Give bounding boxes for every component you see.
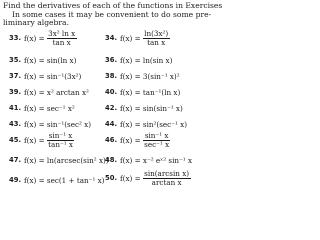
exercise-46: 46. f(x) = $\frac{\text{sin⁻¹ x}}{\text{sec⁻¹ x}}$ (105, 131, 170, 149)
exercise-37: 37. f(x) = sin⁻¹(3x²) (9, 71, 82, 81)
fraction: $\frac{\text{ln(3x²)}}{\text{tan x}}$ (144, 29, 169, 47)
exercise-43: 43. f(x) = sin⁻¹(sec² x) (9, 119, 92, 129)
exercise-49: 49. f(x) = sec(1 + tan⁻¹ x) (9, 175, 105, 185)
fraction: $\frac{\text{sin⁻¹ x}}{\text{sec⁻¹ x}}$ (144, 131, 170, 149)
instructions-line-2: In some cases it may be convenient to do some pre- (12, 9, 212, 19)
exercise-38: 38. f(x) = 3(sin⁻¹ x)² (105, 71, 180, 81)
instructions-line-3: liminary algebra. (3, 18, 69, 28)
instructions-line-1: Find the derivatives of each of the functions in Exercises (3, 1, 223, 10)
exercise-41: 41. f(x) = sec⁻¹ x² (9, 103, 75, 113)
exercise-50: 50. f(x) = $\frac{\text{sin(arcsin x)}}{\text{arctan x}}$ (105, 169, 190, 187)
exercise-36: 36. f(x) = ln(sin x) (105, 55, 173, 65)
fraction: $\frac{\text{3x² ln x}}{\text{tan x}}$ (48, 29, 76, 47)
instructions (3, 1, 223, 28)
fraction: $\frac{\text{sin(arcsin x)}}{\text{arctan x}}$ (144, 169, 190, 187)
exercise-34: 34. f(x) = $\frac{\text{ln(3x²)}}{\text{tan x}}$ (105, 29, 169, 47)
exercise-42: 42. f(x) = sin(sin⁻¹ x) (105, 103, 183, 113)
exercise-47: 47. f(x) = ln(arcsec(sin² x)) (9, 155, 109, 165)
exercise-33: 33. f(x) = $\frac{\text{3x² ln x}}{\text{tan x}}$ (9, 29, 76, 47)
exercise-48: 48. f(x) = x⁻² eˣ² sin⁻¹ x (105, 155, 193, 165)
exercise-35: 35. f(x) = sin(ln x) (9, 55, 77, 65)
exercise-45: 45. f(x) = $\frac{\text{sin⁻¹ x}}{\text{tan⁻¹ x}}$ (9, 131, 73, 149)
exercise-44: 44. f(x) = sin²(sec⁻¹ x) (105, 119, 188, 129)
exercise-40: 40. f(x) = tan⁻¹(ln x) (105, 87, 181, 97)
fraction: $\frac{\text{sin⁻¹ x}}{\text{tan⁻¹ x}}$ (48, 131, 73, 149)
exercise-39: 39. f(x) = x² arctan x² (9, 87, 89, 97)
